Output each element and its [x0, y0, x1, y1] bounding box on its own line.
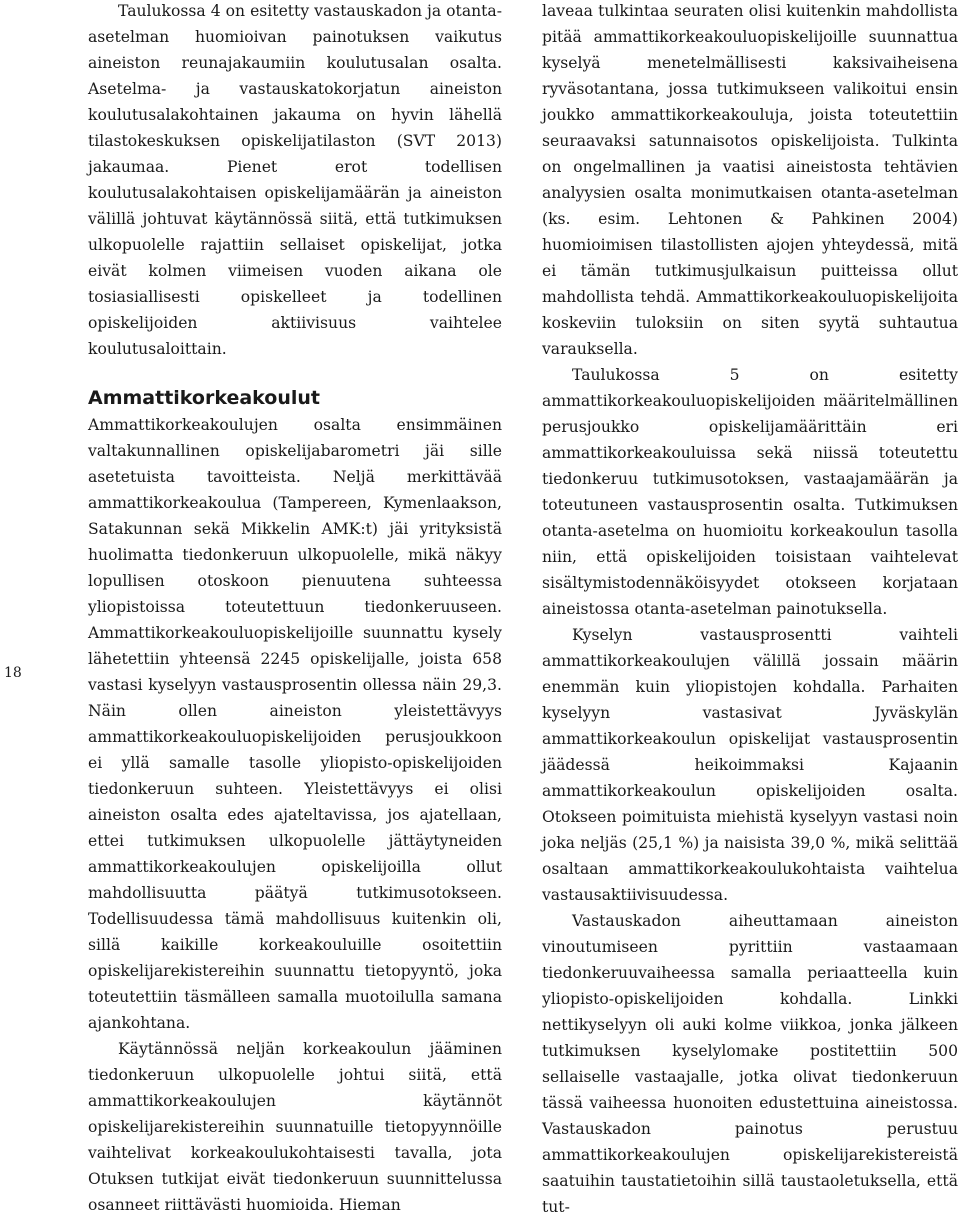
body-paragraph: Ammattikorkeakoulujen osalta ensimmäinen valtakunnallinen opiskelijabarometri jäi sille asetetuista tavoitteista. Neljä merkittävää ammattikorkeakoulua (Tampereen, Kymenlaakson, Satakunnan sekä Mikkelin AMK:t) jäi yrityksistä huolimatta tiedonkeruun ulkopuolelle, mikä näkyy lopullisen otoskoon pienuutena suhteessa yliopistoissa toteutettuun tiedonkeruuseen. Ammattikorkeakouluopiskelijoille suunnattu kysely lähetettiin yhteensä 2245 opiskelijalle, joista 658 vastasi kyselyyn vastausprosentin ollessa näin 29,3. Näin ollen aineiston yleistettävyys ammattikorkeakouluopiskelijoiden perusjoukkoon ei yllä samalle tasolle yliopisto-opiskelijoiden tiedonkeruun suhteen. Yleistettävyys ei olisi aineiston osalta edes ajateltavissa, jos ajatellaan, ettei tutkimuksen ulkopuolelle jättäytyneiden ammattikorkeakoulujen opiskelijoilla ollut mahdollisuutta päätyä tutkimusotokseen. Todellisuudessa tämä mahdollisuus kuitenkin oli, sillä kaikille korkeakouluille osoitettiin opiskelijarekistereihin suunnattu tietopyyntö, joka toteutettiin täsmälleen samalla muotoilulla samana ajankohtana.	[88, 416, 502, 1032]
body-paragraph: Taulukossa 4 on esitetty vastauskadon ja otanta-asetelman huomioivan painotuksen vaikutus aineiston reunajakaumiin koulutusalan osalta. Asetelma- ja vastauskatokorjatun aineiston koulutusalakohtainen jakauma on hyvin lähellä tilastokeskuksen opiskelijatilaston (SVT 2013) jakaumaa. Pienet erot todellisen koulutusalakohtaisen opiskelijamäärän ja aineiston välillä johtuvat käytännössä siitä, että tutkimuksen ulkopuolelle rajattiin sellaiset opiskelijat, jotka eivät kolmen viimeisen vuoden aikana ole tosiasiallisesti opiskelleet ja todellinen opiskelijoiden aktiivisuus vaihtelee koulutusaloittain.	[88, 2, 502, 358]
body-paragraph: laveaa tulkintaa seuraten olisi kuitenkin mahdollista pitää ammattikorkeakouluopiskelijoille suunnattua kyselyä menetelmällisesti kaksivaiheisena ryväsotantana, jossa tutkimukseen valikoitui ensin joukko ammattikorkeakouluja, joista toteutettiin seuraavaksi satunnaisotos opiskelijoista. Tulkinta on ongelmallinen ja vaatisi aineistosta tehtävien analyysien osalta monimutkaisen otanta-asetelman (ks. esim. Lehtonen & Pahkinen 2004) huomioimisen tilastollisten ajojen yhteydessä, mitä ei tämän tutkimusjulkaisun puitteissa ollut mahdollista tehdä. Ammattikorkeakouluopiskelijoita koskeviin tuloksiin on siten syytä suhtautua varauksella.	[542, 2, 958, 358]
page-number: 18	[4, 665, 22, 681]
body-paragraph: Taulukossa 5 on esitetty ammattikorkeakouluopiskelijoiden määritelmällinen perusjoukko opiskelijamäärittäin eri ammattikorkeakouluissa sekä niissä toteutettu tiedonkeruu tutkimusotoksen, vastaajamäärän ja toteutuneen vastausprosentin osalta. Tutkimuksen otanta-asetelma on huomioitu korkeakoulun tasolla niin, että opiskelijoiden toisistaan vaihtelevat sisältymistodennäköisyydet otokseen korjataan aineistossa otanta-asetelman painotuksella.	[542, 366, 958, 618]
body-paragraph: Kyselyn vastausprosentti vaihteli ammattikorkeakoulujen välillä jossain määrin enemmän kuin yliopistojen kohdalla. Parhaiten kyselyyn vastasivat Jyväskylän ammattikorkeakoulun opiskelijat vastausprosentin jäädessä heikoimmaksi Kajaanin ammattikorkeakoulun opiskelijoiden osalta. Otokseen poimituista miehistä kyselyyn vastasi noin joka neljäs (25,1 %) ja naisista 39,0 %, mikä selittää osaltaan ammattikorkeakoulukohtaista vaihtelua vastausaktiivisuudessa.	[542, 626, 958, 904]
left-column	[88, 0, 502, 1218]
right-column	[542, 0, 958, 1220]
body-paragraph: Käytännössä neljän korkeakoulun jääminen tiedonkeruun ulkopuolelle johtui siitä, että ammattikorkeakoulujen käytännöt opiskelijarekistereihin suunnatuille tietopyynnöille vaihtelivat korkeakoulukohtaisesti tavalla, jota Otuksen tutkijat eivät tiedonkeruun suunnittelussa osanneet riittävästi huomioida. Hieman	[88, 1040, 502, 1214]
body-paragraph: Vastauskadon aiheuttamaan aineiston vinoutumiseen pyrittiin vastaamaan tiedonkeruuvaiheessa samalla periaatteella kuin yliopisto-opiskelijoiden kohdalla. Linkki nettikyselyyn oli auki kolme viikkoa, jonka jälkeen tutkimuksen kyselylomake postitettiin 500 sellaiselle vastaajalle, jotka olivat tiedonkeruun tässä vaiheessa huonoiten edustettuina aineistossa. Vastauskadon painotus perustuu ammattikorkeakoulujen opiskelijarekistereistä saatuihin taustatietoihin sillä taustaoletuksella, että tut-	[542, 912, 958, 1216]
section-heading: Ammattikorkeakoulut	[88, 387, 321, 409]
